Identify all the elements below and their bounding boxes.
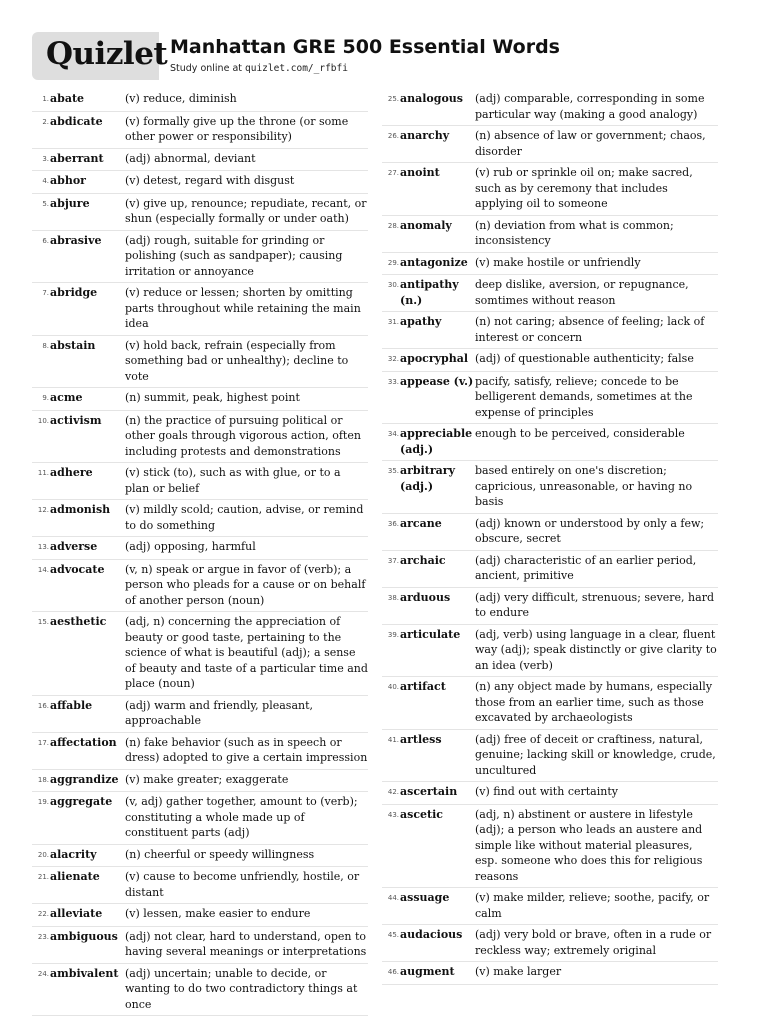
word-term: admonish xyxy=(50,503,111,516)
word-row xyxy=(382,962,718,985)
word-definition: (v) lessen, make easier to endure xyxy=(125,907,311,920)
word-term: arduous xyxy=(400,590,451,604)
word-row xyxy=(32,388,368,411)
word-definition: (adj) uncertain; unable to decide, or wanting to do two contradictory things at once xyxy=(125,966,358,1011)
word-row xyxy=(32,845,368,868)
word-term: aggrandize xyxy=(50,772,119,786)
left-word-column xyxy=(32,89,368,1016)
word-number: 17. xyxy=(37,738,49,747)
word-definition: (adj) free of deceit or craftiness, natural, genuine; lacking skill or knowledge, crude, uncultured xyxy=(475,732,716,777)
word-definition: (v) reduce, diminish xyxy=(125,92,237,105)
word-term: abrasive xyxy=(50,233,102,247)
word-number: 8. xyxy=(42,341,49,350)
word-term: activism xyxy=(50,413,102,427)
word-row xyxy=(382,888,718,925)
word-number: 35. xyxy=(387,467,399,475)
word-term: abridge xyxy=(50,286,98,299)
word-number: 29. xyxy=(387,258,399,267)
word-row xyxy=(382,275,718,312)
word-term: apocryphal xyxy=(400,352,469,365)
subtitle-prefix: Study online at xyxy=(170,63,246,74)
word-row xyxy=(32,733,368,770)
word-definition: (v) find out with certainty xyxy=(475,785,618,798)
page-subtitle xyxy=(170,63,348,74)
word-number: 5. xyxy=(42,199,49,208)
word-row xyxy=(382,372,718,425)
word-term: audacious xyxy=(400,928,463,941)
word-term: articulate xyxy=(400,627,461,641)
word-number: 12. xyxy=(37,506,49,514)
word-term: ambivalent xyxy=(50,966,119,980)
word-number: 33. xyxy=(387,377,399,386)
word-number: 18. xyxy=(37,775,49,784)
word-term: aggregate xyxy=(50,795,113,808)
word-number: 45. xyxy=(387,931,399,939)
word-definition: (n) deviation from what is common; inconsistency xyxy=(475,218,674,247)
word-definition: (adj, n) concerning the appreciation of beauty or good taste, pertaining to the science of what is beautiful (adj); a sense of beauty and taste of a particular time and place (noun) xyxy=(125,615,368,690)
quizlet-logo[interactable] xyxy=(32,32,168,80)
word-definition: pacify, satisfy, relieve; concede to be belligerent demands, sometimes at the expense of principles xyxy=(475,374,693,419)
word-row xyxy=(32,964,368,1017)
word-row xyxy=(382,349,718,372)
word-term: antagonize xyxy=(400,255,468,269)
word-term: affectation xyxy=(50,735,117,749)
word-definition: (n) fake behavior (such as in speech or dress) adopted to give a certain impression xyxy=(125,735,368,764)
word-definition: (n) summit, peak, highest point xyxy=(125,391,300,404)
word-definition: (adj) not clear, hard to understand, open to having several meanings or interpretations xyxy=(125,929,367,958)
word-row xyxy=(32,867,368,904)
word-definition: (adj) abnormal, deviant xyxy=(125,151,256,165)
word-term: artifact xyxy=(400,680,446,693)
word-row xyxy=(32,171,368,194)
word-definition: (adj, verb) using language in a clear, fluent way (adj); speak distinctly or give clarity to an idea (verb) xyxy=(475,627,717,672)
word-definition: (v) stick (to), such as with glue, or to a plan or belief xyxy=(125,466,341,495)
word-number: 15. xyxy=(37,618,49,626)
word-definition: based entirely on one's discretion; capricious, unreasonable, or having no basis xyxy=(475,464,693,508)
word-number: 4. xyxy=(42,177,49,185)
word-term: analogous xyxy=(400,92,463,105)
word-term: arcane xyxy=(400,516,442,530)
word-definition: (v) reduce or lessen; shorten by omitting parts throughout while retaining the main idea xyxy=(125,286,361,330)
word-term: adverse xyxy=(50,540,98,553)
word-number: 25. xyxy=(387,95,399,103)
word-definition: deep dislike, aversion, or repugnance, somtimes without reason xyxy=(475,278,689,307)
word-row xyxy=(382,424,718,461)
word-number: 24. xyxy=(37,969,49,978)
word-number: 6. xyxy=(42,236,49,245)
word-term: anarchy xyxy=(400,129,450,142)
word-definition: (v) cause to become unfriendly, hostile, or distant xyxy=(125,870,360,899)
word-row xyxy=(382,461,718,514)
word-row xyxy=(382,588,718,625)
word-term: anoint xyxy=(400,166,440,179)
word-number: 37. xyxy=(387,556,399,565)
word-number: 7. xyxy=(42,289,49,297)
word-term: abate xyxy=(50,92,85,105)
word-term: affable xyxy=(50,698,93,712)
word-term: augment xyxy=(400,965,455,978)
word-definition: (n) any object made by humans, especially those from an earlier time, such as those excavated by archaeologists xyxy=(475,680,713,724)
word-number: 9. xyxy=(42,394,49,402)
word-definition: (adj) characteristic of an earlier period, ancient, primitive xyxy=(475,553,697,582)
word-number: 32. xyxy=(387,355,399,363)
word-row xyxy=(382,677,718,730)
word-definition: (v) make milder, relieve; soothe, pacify, or calm xyxy=(475,891,710,920)
word-row xyxy=(32,904,368,927)
word-number: 22. xyxy=(37,910,49,918)
word-row xyxy=(382,216,718,253)
word-row xyxy=(32,411,368,464)
word-definition: (adj) very bold or brave, often in a rude or reckless way; extremely original xyxy=(475,928,712,957)
word-number: 1. xyxy=(42,95,49,103)
word-number: 10. xyxy=(37,416,49,425)
word-number: 31. xyxy=(387,318,399,326)
word-row xyxy=(32,770,368,793)
word-definition: (adj) of questionable authenticity; false xyxy=(475,352,694,365)
word-term: archaic xyxy=(400,553,446,567)
word-number: 30. xyxy=(387,281,399,289)
word-row xyxy=(32,283,368,336)
word-row xyxy=(382,89,718,126)
word-term: assuage xyxy=(400,891,450,904)
word-term: appease (v.) xyxy=(400,374,474,388)
word-row xyxy=(382,805,718,889)
word-number: 26. xyxy=(387,132,399,140)
word-number: 28. xyxy=(387,221,399,230)
word-number: 38. xyxy=(387,593,399,602)
word-definition: (v, adj) gather together, amount to (verb); constituting a whole made up of constituent parts (adj) xyxy=(125,795,358,839)
word-definition: (v) hold back, refrain (especially from something bad or unhealthy); decline to vote xyxy=(125,338,349,383)
word-number: 2. xyxy=(42,117,49,126)
word-row xyxy=(32,112,368,149)
word-row xyxy=(32,696,368,733)
word-definition: (adj) known or understood by only a few; obscure, secret xyxy=(475,516,705,545)
word-term: abjure xyxy=(50,196,90,210)
word-row xyxy=(32,500,368,537)
word-row xyxy=(382,312,718,349)
page-header xyxy=(32,32,736,80)
word-row xyxy=(382,551,718,588)
right-word-column xyxy=(382,89,718,985)
word-definition: (v) mildly scold; caution, advise, or remind to do something xyxy=(125,503,364,532)
word-row xyxy=(382,782,718,805)
word-number: 44. xyxy=(387,894,399,902)
word-definition: (v) make hostile or unfriendly xyxy=(475,255,641,269)
word-term: aberrant xyxy=(50,151,104,165)
word-row xyxy=(382,925,718,962)
word-number: 41. xyxy=(387,735,399,744)
word-row xyxy=(32,149,368,172)
word-number: 19. xyxy=(37,798,49,806)
word-number: 13. xyxy=(37,543,49,551)
word-term: abhor xyxy=(50,174,86,187)
word-definition: (n) absence of law or government; chaos, disorder xyxy=(475,129,706,158)
word-term: ascertain xyxy=(400,785,458,798)
word-row xyxy=(382,253,718,276)
word-row xyxy=(382,625,718,678)
word-number: 46. xyxy=(387,968,399,976)
word-definition: (v) formally give up the throne (or some other power or responsibility) xyxy=(125,114,349,143)
word-row xyxy=(32,927,368,964)
word-term: anomaly xyxy=(400,218,452,232)
word-number: 16. xyxy=(37,701,49,710)
word-row xyxy=(382,730,718,783)
word-row xyxy=(32,792,368,845)
word-definition: (v, n) speak or argue in favor of (verb); a person who pleads for a cause or on behalf of another person (noun) xyxy=(125,562,366,607)
word-row xyxy=(32,194,368,231)
word-definition: enough to be perceived, considerable xyxy=(475,427,685,440)
word-row xyxy=(32,537,368,560)
word-definition: (n) not caring; absence of feeling; lack of interest or concern xyxy=(475,315,705,344)
word-term: appreciable (adj.) xyxy=(400,427,473,456)
word-number: 39. xyxy=(387,630,399,639)
word-row xyxy=(32,612,368,696)
word-definition: (v) detest, regard with disgust xyxy=(125,174,295,187)
word-number: 34. xyxy=(387,430,399,438)
word-number: 20. xyxy=(37,850,49,859)
word-definition: (v) rub or sprinkle oil on; make sacred, such as by ceremony that includes applying oil to someone xyxy=(475,166,693,210)
word-row xyxy=(32,89,368,112)
word-number: 43. xyxy=(387,810,399,819)
word-definition: (n) cheerful or speedy willingness xyxy=(125,847,315,861)
word-number: 14. xyxy=(37,565,49,574)
word-term: aesthetic xyxy=(50,615,107,628)
word-definition: (adj) warm and friendly, pleasant, approachable xyxy=(125,698,314,727)
word-definition: (v) make greater; exaggerate xyxy=(125,772,289,786)
word-definition: (adj) comparable, corresponding in some particular way (making a good analogy) xyxy=(475,92,705,121)
word-row xyxy=(382,514,718,551)
word-row xyxy=(382,126,718,163)
word-term: adhere xyxy=(50,466,93,479)
word-definition: (n) the practice of pursuing political or other goals through vigorous action, often including protests and demonstrations xyxy=(125,413,361,458)
word-row xyxy=(32,463,368,500)
word-number: 11. xyxy=(37,469,49,477)
word-number: 36. xyxy=(387,519,399,528)
word-row xyxy=(32,560,368,613)
word-definition: (adj) very difficult, strenuous; severe, hard to endure xyxy=(475,590,714,619)
study-url-link[interactable]: quizlet.com/_rfbfi xyxy=(245,63,348,74)
page-title: Manhattan GRE 500 Essential Words xyxy=(170,36,560,58)
word-definition: (adj, n) abstinent or austere in lifestyle (adj); a person who leads an austere and simple like without material pleasures, esp. someone who does this for religious reasons xyxy=(475,807,703,883)
word-term: acme xyxy=(50,391,83,404)
logo-text: Quizlet xyxy=(46,36,168,72)
word-number: 3. xyxy=(42,154,49,163)
word-term: abdicate xyxy=(50,114,103,128)
word-term: advocate xyxy=(50,562,105,576)
word-number: 40. xyxy=(387,683,399,691)
word-term: ascetic xyxy=(400,807,443,821)
word-term: alacrity xyxy=(50,847,97,861)
word-term: alienate xyxy=(50,870,100,883)
word-term: apathy xyxy=(400,315,442,328)
word-definition: (adj) opposing, harmful xyxy=(125,540,256,553)
word-term: ambiguous xyxy=(50,929,118,943)
word-number: 27. xyxy=(387,169,399,177)
word-definition: (v) make larger xyxy=(475,965,562,978)
word-term: alleviate xyxy=(50,907,103,920)
word-definition: (adj) rough, suitable for grinding or polishing (such as sandpaper); causing irritation or annoyance xyxy=(125,233,343,278)
word-term: abstain xyxy=(50,338,96,352)
word-row xyxy=(382,163,718,216)
word-row xyxy=(32,231,368,284)
word-number: 21. xyxy=(37,873,49,881)
word-row xyxy=(32,336,368,389)
word-number: 23. xyxy=(37,932,49,941)
word-term: arbitrary (adj.) xyxy=(400,464,455,493)
word-number: 42. xyxy=(387,788,399,796)
word-definition: (v) give up, renounce; repudiate, recant, or shun (especially formally or under oath) xyxy=(125,196,367,225)
word-term: antipathy (n.) xyxy=(400,278,459,307)
word-term: artless xyxy=(400,732,442,746)
